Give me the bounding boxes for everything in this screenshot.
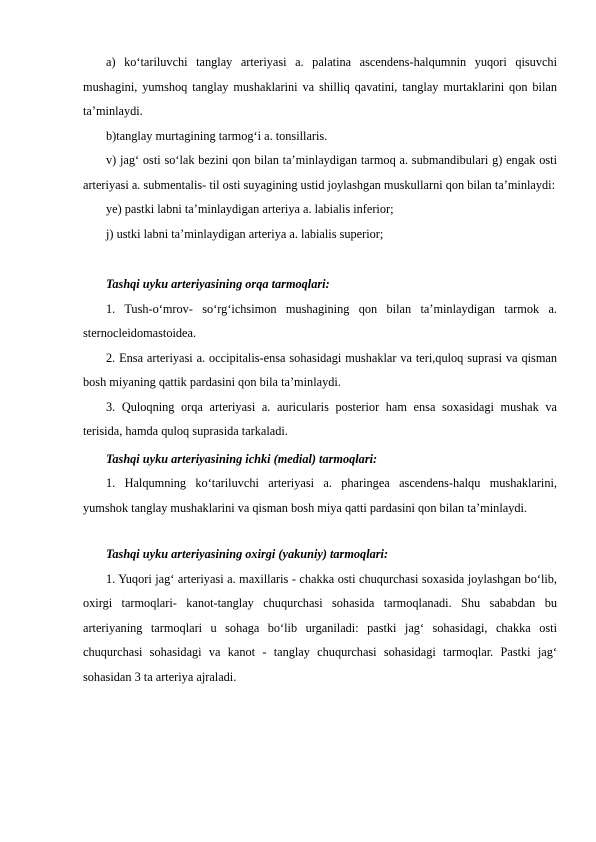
section-heading: Tashqi uyku arteriyasining oxirgi (yakuniy) tarmoqlari: (106, 547, 389, 561)
paragraph: j) ustki labni ta’minlaydigan arteriya a. labialis superior; (106, 226, 384, 241)
paragraph: a) ko‘tariluvchi tanglay arteriyasi a. palatina ascendens-halqumnin yuqori qisuvchi mushagini, yumshoq tanglay mushaklarini va shilliq qavatini, tanglay murtaklarini qon bilan ta’minlaydi. (83, 55, 557, 118)
paragraph: b)tanglay murtagining tarmog‘i a. tonsillaris. (106, 128, 328, 143)
paragraph: 1. Yuqori jag‘ arteriyasi a. maxillaris - chakka osti chuqurchasi soxasida joylashgan bo‘lib, oxirgi tarmoqlari- kanot-tanglay chuqurchasi sohasida tarmoqlanadi. Shu sababdan bu arteriyaning tarmoqlari u sohaga bo‘lib urganiladi: pastki jag‘ sohasidagi, chakka osti chuqurchasi sohasidagi va kanot - tanglay chuqurchasi sohasidagi tarmoqlar. Pastki jag‘ sohasidan 3 ta arteriya ajraladi. (83, 571, 557, 684)
paragraph: ye) pastki labni ta’minlaydigan arteriya a. labialis inferior; (106, 202, 394, 216)
section-heading: Tashqi uyku arteriyasining orqa tarmoqlari: (106, 277, 330, 291)
paragraph: 1. Halqumning ko‘tariluvchi arteriyasi a. pharingea ascendens-halqu mushaklarini, yumshok tanglay mushaklarini va qisman bosh miya qatti pardasini qon bilan ta’minlaydi. (83, 476, 557, 515)
paragraph: v) jag‘ osti so‘lak bezini qon bilan ta’minlaydigan tarmoq a. submandibulari g) engak osti arteriyasi a. submentalis- til osti suyagining ustid joylashgan muskullarni qon bilan ta’minlaydi: (83, 153, 557, 192)
paragraph: 2. Ensa arteriyasi a. occipitalis-ensa sohasidagi mushaklar va teri,quloq suprasi va qisman bosh miyaning qattik pardasini qon bila ta’minlaydi. (83, 350, 557, 389)
paragraph: 3. Quloqning orqa arteriyasi a. auricularis posterior ham ensa soxasidagi mushak va terisida, hamda quloq suprasida tarkaladi. (83, 399, 557, 438)
document-page (83, 50, 557, 689)
spacer (83, 246, 557, 272)
paragraph: 1. Tush-o‘mrov- so‘rg‘ichsimon mushagining qon bilan ta’minlaydigan tarmok a. sternocleidomastoidea. (83, 301, 557, 340)
section-heading: Tashqi uyku arteriyasining ichki (medial) tarmoqlari: (106, 451, 378, 466)
spacer (83, 520, 557, 542)
